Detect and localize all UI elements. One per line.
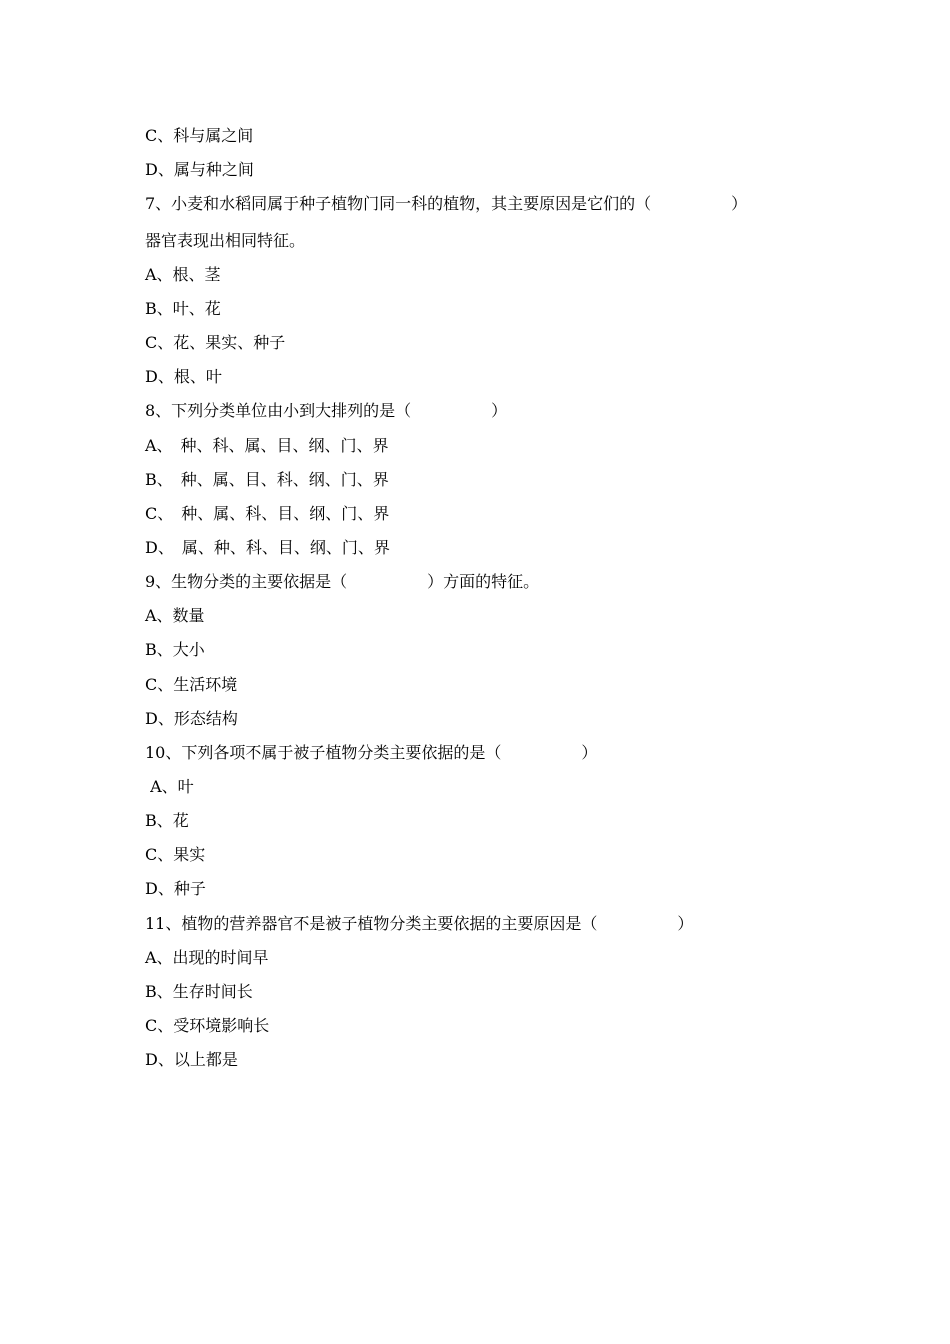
option-line: A、叶 bbox=[145, 777, 194, 796]
option-line: D、根、叶 bbox=[145, 367, 222, 386]
option-line: D、种子 bbox=[145, 879, 206, 898]
option-line: A、数量 bbox=[145, 606, 205, 625]
option-line: B、生存时间长 bbox=[145, 982, 253, 1001]
question-line: 9、生物分类的主要依据是（ ）方面的特征。 bbox=[145, 572, 540, 591]
option-line: A、出现的时间早 bbox=[145, 948, 269, 967]
option-line: D、以上都是 bbox=[145, 1050, 238, 1069]
option-line: D、属与种之间 bbox=[145, 160, 254, 179]
question-line: 11、植物的营养器官不是被子植物分类主要依据的主要原因是（ ） bbox=[145, 914, 694, 933]
question-line: 10、下列各项不属于被子植物分类主要依据的是（ ） bbox=[145, 743, 598, 762]
option-line: A、 种、科、属、目、纲、门、界 bbox=[145, 436, 389, 455]
question-line: 7、小麦和水稻同属于种子植物门同一科的植物，其主要原因是它们的（ ） bbox=[145, 194, 748, 213]
option-line: A、根、茎 bbox=[145, 265, 221, 284]
option-line: D、形态结构 bbox=[145, 709, 238, 728]
option-line: B、大小 bbox=[145, 640, 205, 659]
question-line: 8、下列分类单位由小到大排列的是（ ） bbox=[145, 401, 508, 420]
option-line: C、 种、属、科、目、纲、门、界 bbox=[145, 504, 390, 523]
option-line: D、 属、种、科、目、纲、门、界 bbox=[145, 538, 390, 557]
option-line: C、花、果实、种子 bbox=[145, 333, 286, 352]
option-line: C、果实 bbox=[145, 845, 206, 864]
option-line: B、花 bbox=[145, 811, 189, 830]
question-continuation-line: 器官表现出相同特征。 bbox=[145, 231, 306, 250]
option-line: B、 种、属、目、科、纲、门、界 bbox=[145, 470, 389, 489]
option-line: C、受环境影响长 bbox=[145, 1016, 270, 1035]
option-line: B、叶、花 bbox=[145, 299, 221, 318]
option-line: C、科与属之间 bbox=[145, 126, 254, 145]
option-line: C、生活环境 bbox=[145, 675, 238, 694]
